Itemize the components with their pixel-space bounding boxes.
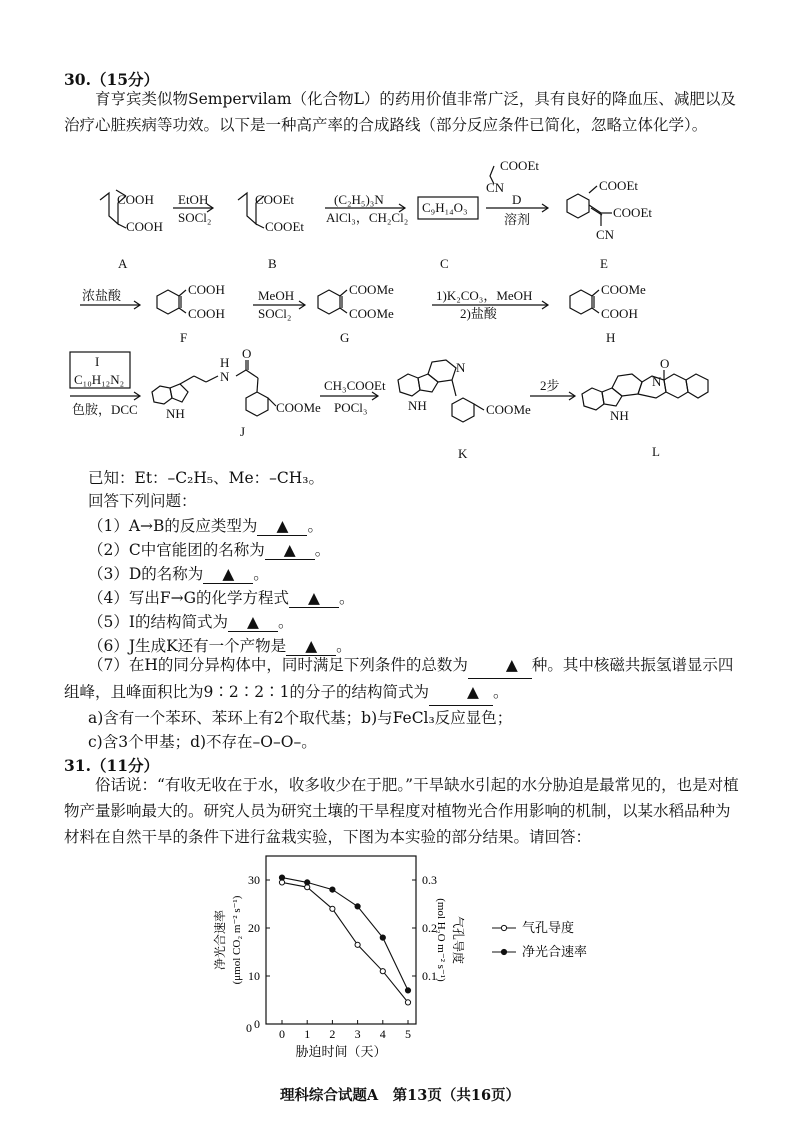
svg-text:COOH: COOH (188, 306, 225, 321)
compound-label-h: H (606, 330, 616, 345)
question-6: （6）J生成K还有一个产物是 ▲ 。 (88, 637, 352, 655)
compound-label-l: L (652, 444, 660, 459)
compound-c-formula: C₉H₁₄O₃ (422, 200, 468, 215)
compound-label-f: F (180, 330, 188, 345)
compound-label-g: G (340, 330, 350, 345)
answer-prompt: 回答下列问题： (88, 492, 197, 510)
condition-ab: a)含有一个苯环、苯环上有2个取代基；b)与FeCl₃反应显色； (88, 709, 513, 727)
svg-text:COOH: COOH (188, 282, 225, 297)
cond-fg-top: MeOH (258, 288, 295, 303)
svg-text:COOEt: COOEt (599, 178, 638, 193)
compound-label-a: A (118, 256, 128, 271)
compound-d-cooet: COOEt (500, 158, 539, 173)
known-note: 已知：Et：–C₂H₅、Me：–CH₃。 (88, 469, 324, 487)
q30-intro: 育亨宾类似物Sempervilam（化合物L）的药用价值非常广泛，具有良好的降血压、减肥以及治疗心脏疾病等功效。以下是一种高产率的合成路线（部分反应条件已简化，忽略立体化学）。 (64, 90, 736, 134)
x-axis-label: 胁迫时间（天） (295, 1044, 387, 1059)
cond-jk-bot: POCl₃ (334, 400, 368, 415)
data-point (279, 875, 284, 880)
question-4: （4）写出F→G的化学方程式 ▲ 。 (88, 589, 355, 607)
y-right-unit: (mol H₂O m⁻² s⁻¹) (435, 898, 447, 982)
y-right-label: 气孔导度 (451, 915, 465, 965)
compound-i-formula: C₁₀H₁₂N₂ (74, 372, 125, 387)
stress-chart (200, 846, 620, 1066)
cond-bc-bot: AlCl₃，CH₂Cl₂ (326, 210, 409, 225)
x-tick-label: 2 (329, 1027, 336, 1041)
y-left-tick-label: 10 (248, 969, 260, 983)
compound-e-ring (567, 194, 589, 218)
x-tick-label: 0 (279, 1027, 285, 1041)
cond-bc-top: (C₂H₅)₃N (334, 192, 384, 207)
data-point (355, 904, 360, 909)
svg-text:CN: CN (596, 227, 615, 242)
legend-marker (501, 949, 506, 954)
compound-d-cn: CN (486, 180, 505, 195)
compound-k-benzene (398, 374, 420, 396)
svg-text:COOMe: COOMe (486, 402, 531, 417)
data-point (380, 935, 385, 940)
svg-text:COOMe: COOMe (276, 400, 321, 415)
data-point (380, 969, 385, 974)
y-right-tick-label: 0.2 (422, 921, 437, 935)
compound-i-label: I (95, 354, 100, 369)
svg-text:COOMe: COOMe (601, 282, 646, 297)
compound-g-ring (318, 290, 340, 314)
cond-ab-top: EtOH (178, 192, 209, 207)
data-point (405, 1000, 410, 1005)
condition-cd: c)含3个甲基；d)不存在–O–O–。 (88, 733, 317, 751)
question-7: （7）在H的同分异构体中，同时满足下列条件的总数为 ▲ 种。其中核磁共振氢谱显示四组峰，且峰面积比为9∶2∶2∶1的分子的结构简式为 ▲ 。 (64, 652, 744, 706)
y-left-tick-label: 0 (254, 1017, 260, 1031)
svg-text:COOH: COOH (601, 306, 638, 321)
series-line (282, 882, 408, 1002)
compound-h-ring (570, 290, 592, 314)
question-3: （3）D的名称为 ▲ 。 (88, 565, 269, 583)
legend-label: 净光合速率 (522, 944, 588, 959)
cond-fg-bot: SOCl₂ (258, 306, 292, 321)
x-tick-label: 4 (379, 1027, 386, 1041)
plot-frame (266, 856, 416, 1024)
compound-k-ring (452, 398, 474, 422)
synthesis-scheme (0, 150, 800, 465)
svg-text:O: O (242, 346, 252, 361)
svg-text:N: N (456, 360, 466, 375)
y-left-unit: (μmol CO₂ m⁻² s⁻¹) (231, 895, 243, 985)
data-point (330, 887, 335, 892)
question-2: （2）C中官能团的名称为 ▲ 。 (88, 541, 331, 559)
cond-kl-top: 2步 (540, 378, 560, 393)
legend-label: 气孔导度 (522, 920, 575, 935)
question-1: （1）A→B的反应类型为 ▲ 。 (88, 517, 323, 535)
answer-blank-1[interactable]: ▲ (257, 517, 307, 536)
compound-label-b: B (268, 256, 277, 271)
svg-text:NH: NH (166, 406, 185, 421)
legend-marker (501, 925, 506, 930)
q31-intro: 俗话说：“有收无收在于水，收多收少在于肥。”干旱缺水引起的水分胁迫是最常见的，也是对植物产量影响最大的。研究人员为研究土壤的干旱程度对植物光合作用影响的机制，以某水稻品种为材料在自然干旱的条件下进行盆栽实验，下图为本实验的部分结果。请回答： (64, 776, 739, 846)
svg-text:NH: NH (610, 408, 629, 423)
svg-text:N: N (220, 369, 230, 384)
y-right-tick-label: 0.3 (422, 873, 437, 887)
question-5: （5）I的结构简式为 ▲ 。 (88, 613, 294, 631)
svg-text:O: O (660, 356, 670, 371)
compound-j-benzene (152, 386, 172, 404)
y-right-tick-label: 0.1 (422, 969, 437, 983)
answer-blank-2[interactable]: ▲ (265, 541, 315, 560)
cond-jk-top: CH₃COOEt (324, 378, 386, 393)
answer-blank-5[interactable]: ▲ (228, 613, 278, 632)
series-line (282, 878, 408, 991)
svg-text:NH: NH (408, 398, 427, 413)
answer-blank-7b[interactable]: ▲ (429, 679, 493, 706)
cond-ab-bot: SOCl₂ (178, 210, 212, 225)
answer-blank-4[interactable]: ▲ (289, 589, 339, 608)
data-point (405, 988, 410, 993)
svg-text:N: N (652, 374, 662, 389)
svg-text:COOH: COOH (117, 192, 154, 207)
compound-label-c: C (440, 256, 449, 271)
cond-ef: 浓盐酸 (82, 288, 122, 303)
compound-j-ring (246, 392, 268, 416)
page-footer: 理科综合试题A 第13页（共16页） (279, 1087, 521, 1104)
compound-d-label: D (512, 192, 522, 207)
data-point (355, 942, 360, 947)
x-tick-label: 1 (304, 1027, 311, 1041)
compound-f-ring (157, 290, 179, 314)
answer-blank-3[interactable]: ▲ (203, 565, 253, 584)
q30-header: 30.（15分） (64, 70, 160, 89)
svg-text:H: H (220, 355, 230, 370)
cond-ce-bot: 溶剂 (504, 212, 531, 227)
x-tick-label: 3 (354, 1027, 361, 1041)
y-left-tick-label: 20 (248, 921, 260, 935)
svg-text:COOH: COOH (126, 219, 163, 234)
svg-text:COOEt: COOEt (265, 219, 304, 234)
cond-gh-bot: 2)盐酸 (460, 306, 497, 321)
compound-label-j: J (240, 424, 246, 439)
compound-l-benzene (582, 388, 604, 410)
svg-text:COOMe: COOMe (349, 306, 394, 321)
answer-blank-7a[interactable]: ▲ (468, 652, 532, 679)
q31-header: 31.（11分） (64, 756, 160, 775)
compound-label-e: E (600, 256, 608, 271)
compound-label-k: K (458, 446, 468, 461)
y-left-label: 净光合速率 (213, 909, 227, 971)
cond-ij-bot: 色胺，DCC (72, 402, 138, 417)
data-point (330, 906, 335, 911)
y-left-origin: 0 (246, 1021, 252, 1035)
answer-blank-6[interactable]: ▲ (286, 637, 336, 656)
x-tick-label: 5 (405, 1027, 411, 1041)
data-point (305, 880, 310, 885)
svg-text:COOEt: COOEt (613, 205, 652, 220)
svg-text:COOMe: COOMe (349, 282, 394, 297)
cond-gh-top: 1)K₂CO₃，MeOH (436, 288, 533, 303)
svg-text:COOEt: COOEt (255, 192, 294, 207)
y-left-tick-label: 30 (248, 873, 260, 887)
